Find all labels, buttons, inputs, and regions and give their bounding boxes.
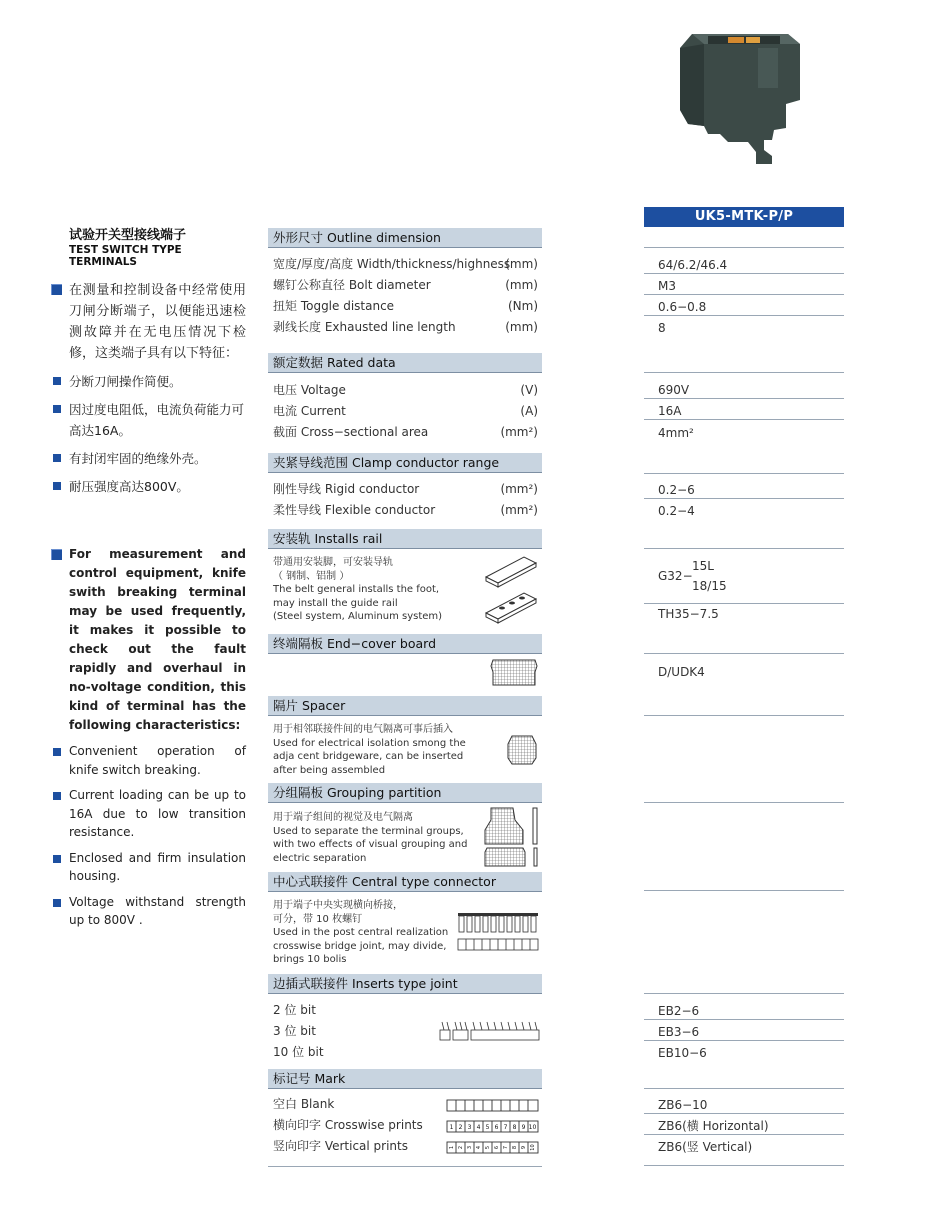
spec-row: 截面 Cross−sectional area (mm²)	[273, 425, 538, 439]
section-header-clamp: 夹紧导线范围 Clamp conductor range	[268, 453, 542, 473]
spec-row: 空白 Blank	[273, 1097, 335, 1111]
section-header-endcover: 终端隔板 End−cover board	[268, 634, 542, 654]
square-bullet-icon	[53, 792, 61, 800]
marker-number: 2	[458, 1145, 464, 1150]
blank-marker-strip-icon	[446, 1099, 539, 1112]
value-rule	[644, 372, 844, 373]
spec-row: 竖向印字 Vertical prints	[273, 1139, 408, 1153]
value-cell: 0.2−6	[658, 483, 695, 497]
section-header-inserts: 边插式联接件 Inserts type joint	[268, 974, 542, 994]
square-bullet-icon	[53, 454, 61, 462]
cn-bullet-item: 因过度电阻低，电流负荷能力可高达16A。	[50, 399, 246, 441]
value-cell: 4mm²	[658, 426, 694, 440]
marker-number: 1	[449, 1124, 454, 1131]
value-cell: EB10−6	[658, 1046, 707, 1060]
rail-value-bottom: 18/15	[692, 579, 727, 593]
value-rule	[644, 890, 844, 891]
marker-number: 7	[503, 1145, 509, 1150]
title-chinese: 试验开关型接线端子	[69, 228, 187, 243]
marker-number: 3	[467, 1124, 472, 1131]
section-header-central: 中心式联接件 Central type connector	[268, 872, 542, 892]
en-bullet-item: Convenient operation of knife switch breaking.	[50, 742, 246, 779]
square-bullet-icon	[51, 549, 62, 560]
section-header-grouping: 分组隔板 Grouping partition	[268, 783, 542, 803]
value-rule	[644, 1113, 844, 1114]
marker-number: 3	[467, 1145, 473, 1150]
value-cell: 0.2−4	[658, 504, 695, 518]
value-rule	[644, 247, 844, 248]
value-rule	[644, 1134, 844, 1135]
marker-number: 10	[528, 1124, 537, 1131]
spacer-icon	[506, 734, 538, 766]
section-header-spacer: 隔片 Spacer	[268, 696, 542, 716]
marker-number: 10	[530, 1144, 536, 1151]
value-rule	[644, 993, 844, 994]
value-rule	[644, 473, 844, 474]
grouping-partition-icon	[483, 806, 541, 868]
din-rail-icon	[484, 555, 540, 627]
square-bullet-icon	[53, 482, 61, 490]
spacer-description: 用于相邻联接件间的电气隔离可事后插入 Used for electrical isolation smong the adja cent bridgeware, can be inserted after being assembled	[273, 724, 466, 776]
product-code-header: UK5-MTK-P/P	[644, 207, 844, 227]
rail-value-top: 15L	[692, 559, 714, 573]
marker-number: 8	[512, 1124, 517, 1131]
end-cover-board-icon	[489, 658, 539, 688]
square-bullet-icon	[53, 899, 61, 907]
en-bullet-item: Current loading can be up to 16A due to low transition resistance.	[50, 786, 246, 842]
value-cell: 16A	[658, 404, 682, 418]
value-cell: 8	[658, 321, 666, 335]
cn-intro-paragraph: 在测量和控制设备中经常使用刀闸分断端子，以便能迅速检测故障并在无电压情况下检修，这类端子具有以下特征：	[50, 280, 246, 364]
square-bullet-icon	[53, 855, 61, 863]
spec-row: 柔性导线 Flexible conductor (mm²)	[273, 503, 538, 517]
marker-number: 2	[458, 1124, 463, 1131]
value-cell: M3	[658, 279, 676, 293]
marker-number: 9	[521, 1145, 527, 1150]
value-cell: 0.6−0.8	[658, 300, 707, 314]
spec-row: 10 位 bit	[273, 1045, 324, 1059]
square-bullet-icon	[53, 377, 61, 385]
spec-row: 电流 Current (A)	[273, 404, 538, 418]
value-cell: ZB6(竖 Vertical)	[658, 1140, 753, 1154]
value-rule	[644, 653, 844, 654]
value-rule	[644, 802, 844, 803]
square-bullet-icon	[53, 405, 61, 413]
cn-bullet-item: 有封闭牢固的绝缘外壳。	[50, 448, 246, 469]
marker-number: 8	[512, 1145, 518, 1150]
title-english: TEST SWITCH TYPE TERMINALS	[69, 244, 182, 268]
marker-number: 4	[476, 1145, 482, 1150]
value-cell: EB2−6	[658, 1004, 700, 1018]
central-description: 用于端子中央实现横向桥接， 可分，带 10 枚螺钉 Used in the post central realization crosswise bridge joint, may divide, brings 10 bolis	[273, 900, 449, 965]
value-rule	[644, 398, 844, 399]
product-terminal-image	[668, 30, 808, 165]
value-rule	[644, 715, 844, 716]
spec-row: 扭矩 Toggle distance (Nm)	[273, 299, 538, 313]
value-cell: ZB6(横 Horizontal)	[658, 1119, 769, 1133]
spec-row: 刚性导线 Rigid conductor (mm²)	[273, 482, 538, 496]
marker-number: 7	[503, 1124, 508, 1131]
grouping-description: 用于端子组间的视觉及电气隔离 Used to separate the terminal groups, with two effects of visual grouping and electric separation	[273, 812, 468, 864]
value-rule	[644, 419, 844, 420]
marker-number: 5	[485, 1124, 490, 1131]
spec-row: 剥线长度 Exhausted line length (mm)	[273, 320, 538, 334]
spec-row: 螺钉公称直径 Bolt diameter (mm)	[273, 278, 538, 292]
value-rule	[644, 498, 844, 499]
rail-value-prefix: G32−	[658, 569, 693, 583]
value-cell: D/UDK4	[658, 665, 705, 679]
value-rule	[644, 315, 844, 316]
spec-row: 3 位 bit	[273, 1024, 316, 1038]
section-header-rail: 安装轨 Installs rail	[268, 529, 542, 549]
marker-number: 6	[494, 1124, 499, 1131]
section-header-rated: 额定数据 Rated data	[268, 353, 542, 373]
square-bullet-icon	[51, 284, 62, 295]
value-rule	[644, 1019, 844, 1020]
spec-row: 宽度/厚度/高度 Width/thickness/highness (mm)	[273, 257, 538, 271]
value-rule	[644, 1165, 844, 1166]
value-cell: ZB6−10	[658, 1098, 708, 1112]
en-bullet-item: Voltage withstand strength up to 800V .	[50, 893, 246, 930]
section-header-mark: 标记号 Mark	[268, 1069, 542, 1089]
square-bullet-icon	[53, 748, 61, 756]
left-description-column	[50, 224, 246, 930]
marker-number: 9	[521, 1124, 526, 1131]
en-intro-paragraph: For measurement and control equipment, knife swith breaking terminal may be used frequently, it makes it possible to check out the fault rapidly and overhaul in no-voltage condition, this kind of terminal has the following characteristics:	[50, 545, 246, 735]
marker-number: 4	[476, 1124, 481, 1131]
table-bottom-rule	[268, 1166, 542, 1167]
section-header-outline: 外形尺寸 Outline dimension	[268, 228, 542, 248]
value-cell: 690V	[658, 383, 690, 397]
value-rule	[644, 548, 844, 549]
cn-bullet-item: 耐压强度高达800V。	[50, 476, 246, 497]
value-rule	[644, 294, 844, 295]
marker-number: 6	[494, 1145, 500, 1150]
value-rule	[644, 1088, 844, 1089]
value-rule	[644, 273, 844, 274]
value-cell: EB3−6	[658, 1025, 700, 1039]
value-rule	[644, 1040, 844, 1041]
marker-number: 1	[449, 1145, 455, 1150]
value-cell: TH35−7.5	[658, 607, 719, 621]
central-connector-icon	[457, 911, 539, 953]
inserts-joint-icon	[439, 1018, 541, 1044]
crosswise-marker-strip-icon	[446, 1120, 539, 1133]
spec-row: 2 位 bit	[273, 1003, 316, 1017]
cn-bullet-item: 分断刀闸操作简便。	[50, 371, 246, 392]
marker-number: 5	[485, 1145, 491, 1150]
spec-row: 电压 Voltage (V)	[273, 383, 538, 397]
rail-description: 带通用安装脚，可安装导轨 （ 钢制、铝制 ） The belt general installs the foot, may install the guide rail (Steel system, Aluminum system)	[273, 557, 443, 622]
en-bullet-item: Enclosed and firm insulation housing.	[50, 849, 246, 886]
vertical-marker-strip-icon	[446, 1141, 539, 1154]
value-cell: 64/6.2/46.4	[658, 258, 728, 272]
spec-row: 横向印字 Crosswise prints	[273, 1118, 423, 1132]
